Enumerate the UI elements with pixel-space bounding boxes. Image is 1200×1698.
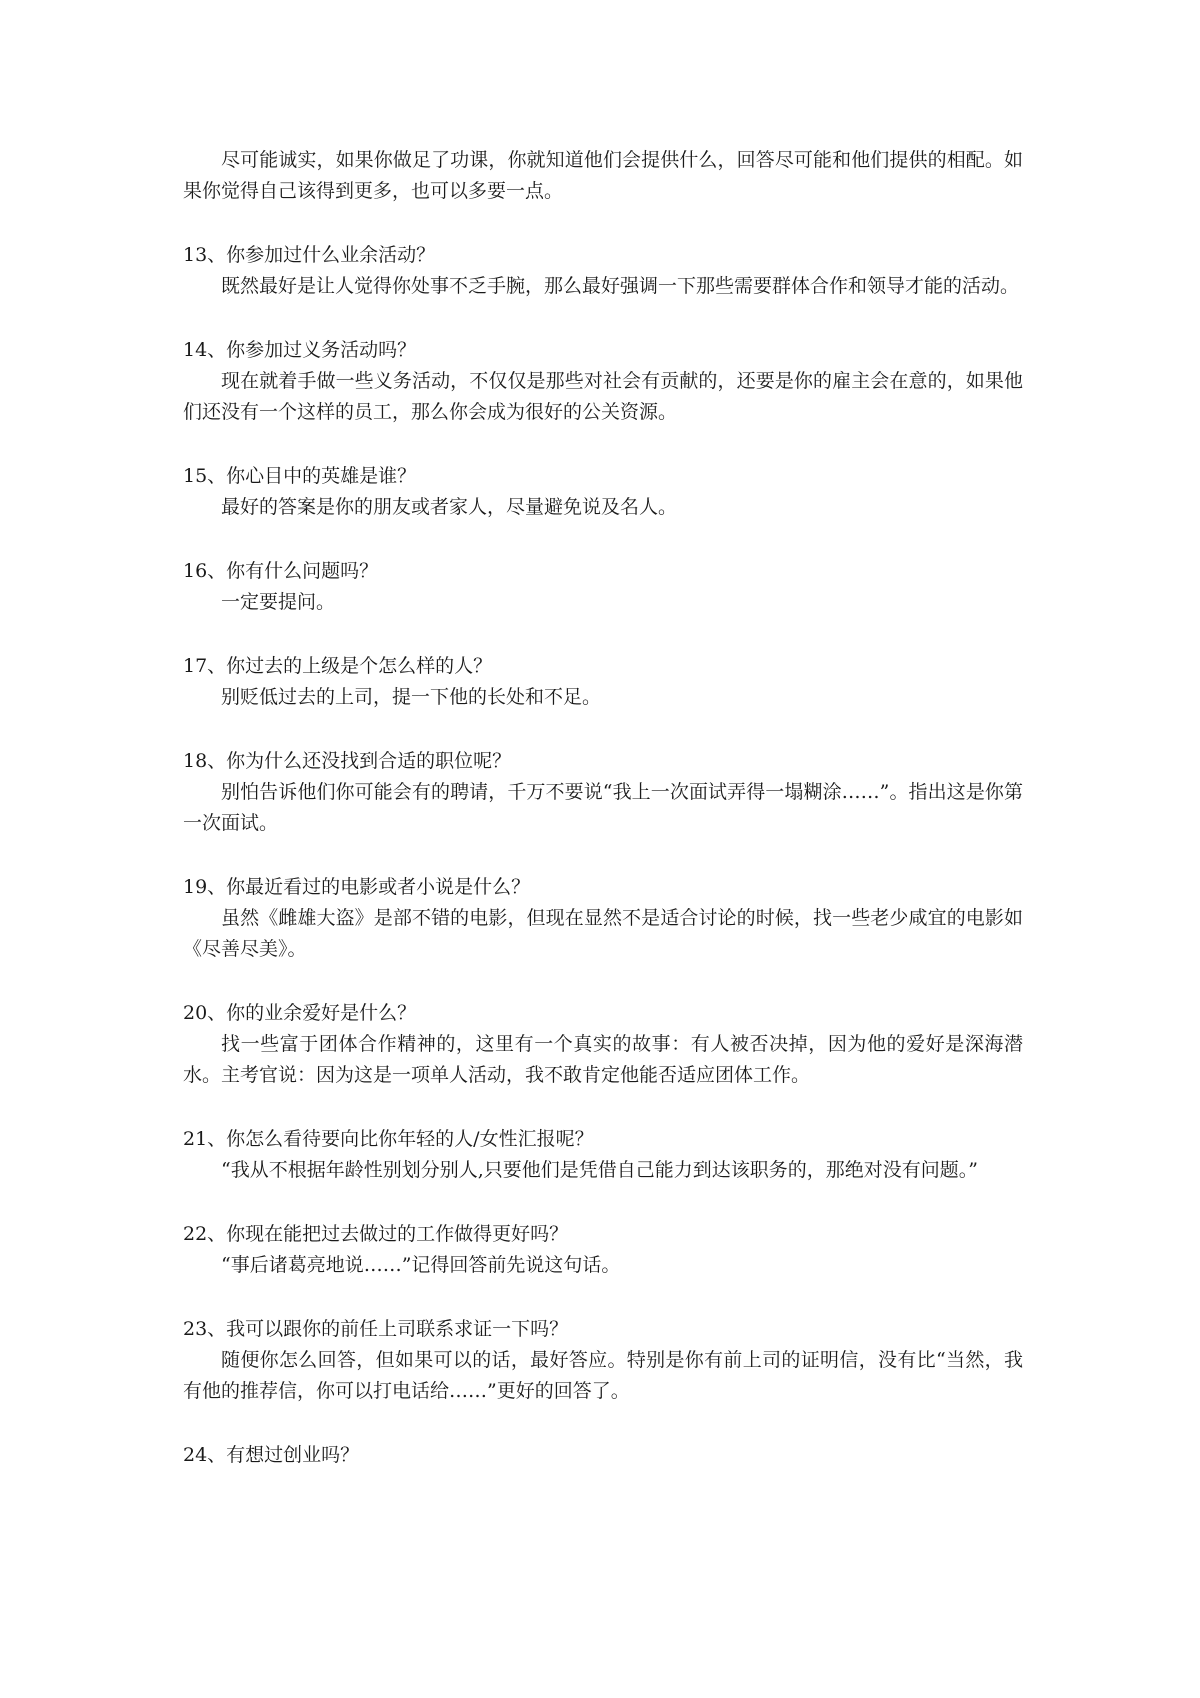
question-text: 23、我可以跟你的前任上司联系求证一下吗？ (183, 1318, 569, 1340)
qa-item-20 (183, 998, 1023, 1091)
qa-item-14 (183, 335, 1023, 428)
qa-item-23 (183, 1314, 1023, 1407)
answer-text: “我从不根据年龄性别划分别人,只要他们是凭借自己能力到达该职务的，那绝对没有问题。” (221, 1159, 978, 1181)
answer-text: “事后诸葛亮地说……”记得回答前先说这句话。 (221, 1254, 621, 1276)
answer-text: 别贬低过去的上司，提一下他的长处和不足。 (221, 686, 602, 708)
qa-item-22 (183, 1219, 1023, 1281)
question-text: 24、有想过创业吗？ (183, 1444, 360, 1466)
answer-text: 一定要提问。 (221, 591, 336, 613)
qa-item-24 (183, 1440, 1023, 1471)
question-text: 22、你现在能把过去做过的工作做得更好吗？ (183, 1223, 569, 1245)
question-text: 17、你过去的上级是个怎么样的人？ (183, 655, 493, 677)
qa-item-15 (183, 461, 1023, 523)
answer-text: 现在就着手做一些义务活动，不仅仅是那些对社会有贡献的，还要是你的雇主会在意的，如果他们还没有一个这样的员工，那么你会成为很好的公关资源。 (183, 370, 1023, 423)
qa-item-18 (183, 746, 1023, 839)
question-text: 13、你参加过什么业余活动？ (183, 244, 436, 266)
question-text: 19、你最近看过的电影或者小说是什么？ (183, 876, 531, 898)
answer-text: 虽然《雌雄大盗》是部不错的电影，但现在显然不是适合讨论的时候，找一些老少咸宜的电影如《尽善尽美》。 (183, 907, 1023, 960)
question-text: 16、你有什么问题吗？ (183, 560, 379, 582)
qa-item-17 (183, 651, 1023, 713)
answer-text: 最好的答案是你的朋友或者家人，尽量避免说及名人。 (221, 496, 678, 518)
qa-item-19 (183, 872, 1023, 965)
question-text: 18、你为什么还没找到合适的职位呢？ (183, 750, 512, 772)
qa-item-13 (183, 240, 1023, 302)
answer-text: 别怕告诉他们你可能会有的聘请，千万不要说“我上一次面试弄得一塌糊涂……”。指出这是你第一次面试。 (183, 781, 1023, 834)
answer-text: 随便你怎么回答，但如果可以的话，最好答应。特别是你有前上司的证明信，没有比“当然，我有他的推荐信，你可以打电话给……”更好的回答了。 (183, 1349, 1023, 1402)
qa-item-16 (183, 556, 1023, 618)
intro-paragraph: 尽可能诚实，如果你做足了功课，你就知道他们会提供什么，回答尽可能和他们提供的相配。如果你觉得自己该得到更多，也可以多要一点。 (183, 149, 1023, 202)
document-page (183, 145, 1023, 1471)
answer-text: 找一些富于团体合作精神的，这里有一个真实的故事：有人被否决掉，因为他的爱好是深海潜水。主考官说：因为这是一项单人活动，我不敢肯定他能否适应团体工作。 (183, 1033, 1023, 1086)
question-text: 14、你参加过义务活动吗？ (183, 339, 417, 361)
question-text: 15、你心目中的英雄是谁？ (183, 465, 417, 487)
question-text: 20、你的业余爱好是什么？ (183, 1002, 417, 1024)
question-text: 21、你怎么看待要向比你年轻的人/女性汇报呢？ (183, 1128, 594, 1150)
answer-text: 既然最好是让人觉得你处事不乏手腕，那么最好强调一下那些需要群体合作和领导才能的活动。 (221, 275, 1020, 297)
qa-item-21 (183, 1124, 1023, 1186)
